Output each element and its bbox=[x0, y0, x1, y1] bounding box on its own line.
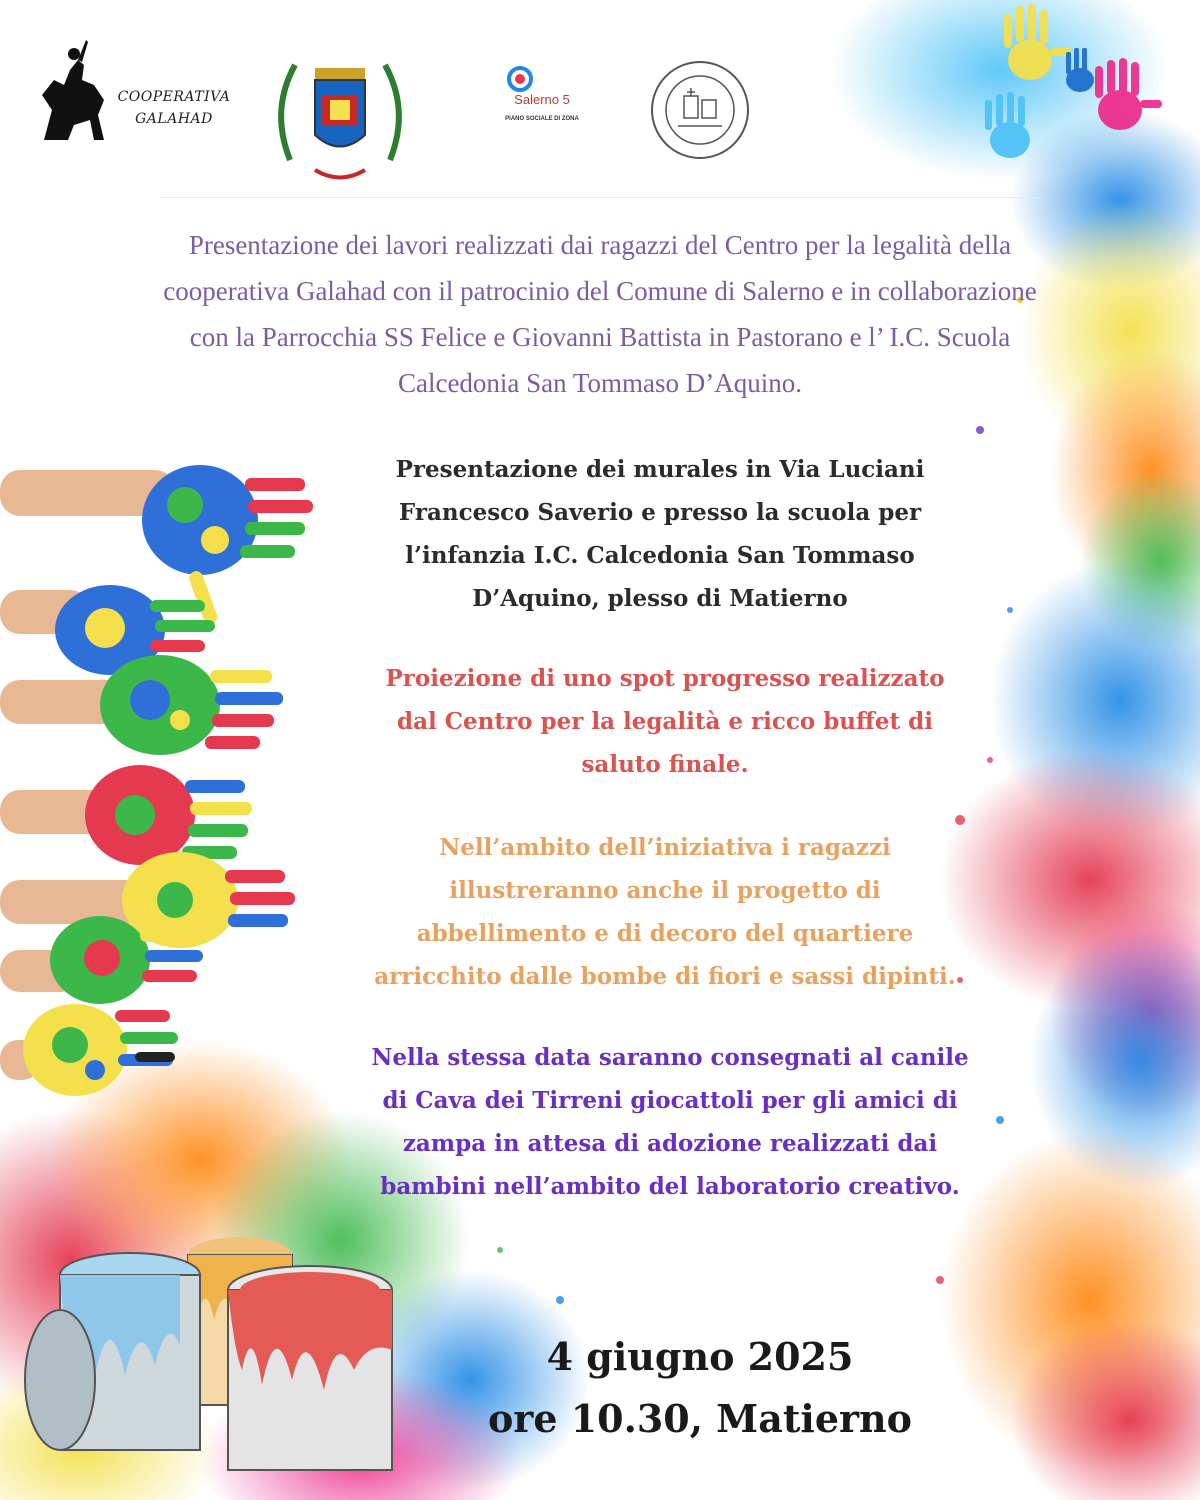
murales-line: l’infanzia I.C. Calcedonia San Tommaso bbox=[405, 542, 915, 569]
intro-paragraph bbox=[70, 222, 1130, 406]
event-time-place: ore 10.30, Matierno bbox=[487, 1396, 913, 1441]
intro-line: Calcedonia San Tommaso D’Aquino. bbox=[397, 368, 803, 398]
canile-line: di Cava dei Tirreni giocattoli per gli amici di bbox=[382, 1087, 958, 1114]
salerno5-logo bbox=[505, 66, 535, 92]
salerno5-label: Salerno 5 bbox=[514, 92, 570, 107]
canile-line: bambini nell’ambito del laboratorio creativo. bbox=[380, 1173, 960, 1200]
intro-line: cooperativa Galahad con il patrocinio del Comune di Salerno e in collaborazione bbox=[163, 276, 1037, 306]
canile-line: Nella stessa data saranno consegnati al canile bbox=[371, 1044, 969, 1071]
galahad-logo-text bbox=[104, 86, 244, 130]
galahad-line-2: GALAHAD bbox=[135, 111, 213, 127]
sponsor-logos bbox=[0, 30, 1200, 200]
murales-line: D’Aquino, plesso di Matierno bbox=[472, 585, 848, 612]
iniziativa-line: Nell’ambito dell’iniziativa i ragazzi bbox=[439, 834, 891, 861]
iniziativa-line: arricchito dalle bombe di fiori e sassi dipinti. bbox=[374, 963, 956, 990]
iniziativa-line: illustreranno anche il progetto di bbox=[449, 877, 881, 904]
proiezione-paragraph bbox=[350, 657, 980, 786]
salerno5-subtitle: PIANO SOCIALE DI ZONA bbox=[505, 116, 579, 122]
iniziativa-paragraph bbox=[330, 826, 1000, 998]
painted-hands-illustration bbox=[0, 465, 313, 1096]
intro-line: Presentazione dei lavori realizzati dai ragazzi del Centro per la legalità della bbox=[188, 230, 1012, 260]
galahad-line-1: COOPERATIVA bbox=[117, 89, 231, 105]
iniziativa-line: abbellimento e di decoro del quartiere bbox=[416, 920, 914, 947]
murales-line: Francesco Saverio e presso la scuola per bbox=[398, 499, 922, 526]
parrocchia-seal bbox=[648, 58, 752, 162]
knight-on-horse-icon bbox=[34, 40, 112, 150]
event-date-time bbox=[470, 1326, 930, 1450]
comune-di-salerno-crest bbox=[270, 40, 410, 185]
canile-paragraph bbox=[330, 1036, 1010, 1208]
intro-line: con la Parrocchia SS Felice e Giovanni Battista in Pastorano e l’ I.C. Scuola bbox=[189, 322, 1011, 352]
murales-line: Presentazione dei murales in Via Luciani bbox=[395, 456, 925, 483]
proiezione-line: Proiezione di uno spot progresso realizzato bbox=[385, 665, 945, 692]
murales-paragraph bbox=[360, 448, 960, 620]
proiezione-line: saluto finale. bbox=[581, 751, 749, 778]
event-date: 4 giugno 2025 bbox=[546, 1334, 854, 1379]
proiezione-line: dal Centro per la legalità e ricco buffet di bbox=[397, 708, 933, 735]
header-divider bbox=[160, 197, 1040, 198]
canile-line: zampa in attesa di adozione realizzati dai bbox=[402, 1130, 938, 1157]
